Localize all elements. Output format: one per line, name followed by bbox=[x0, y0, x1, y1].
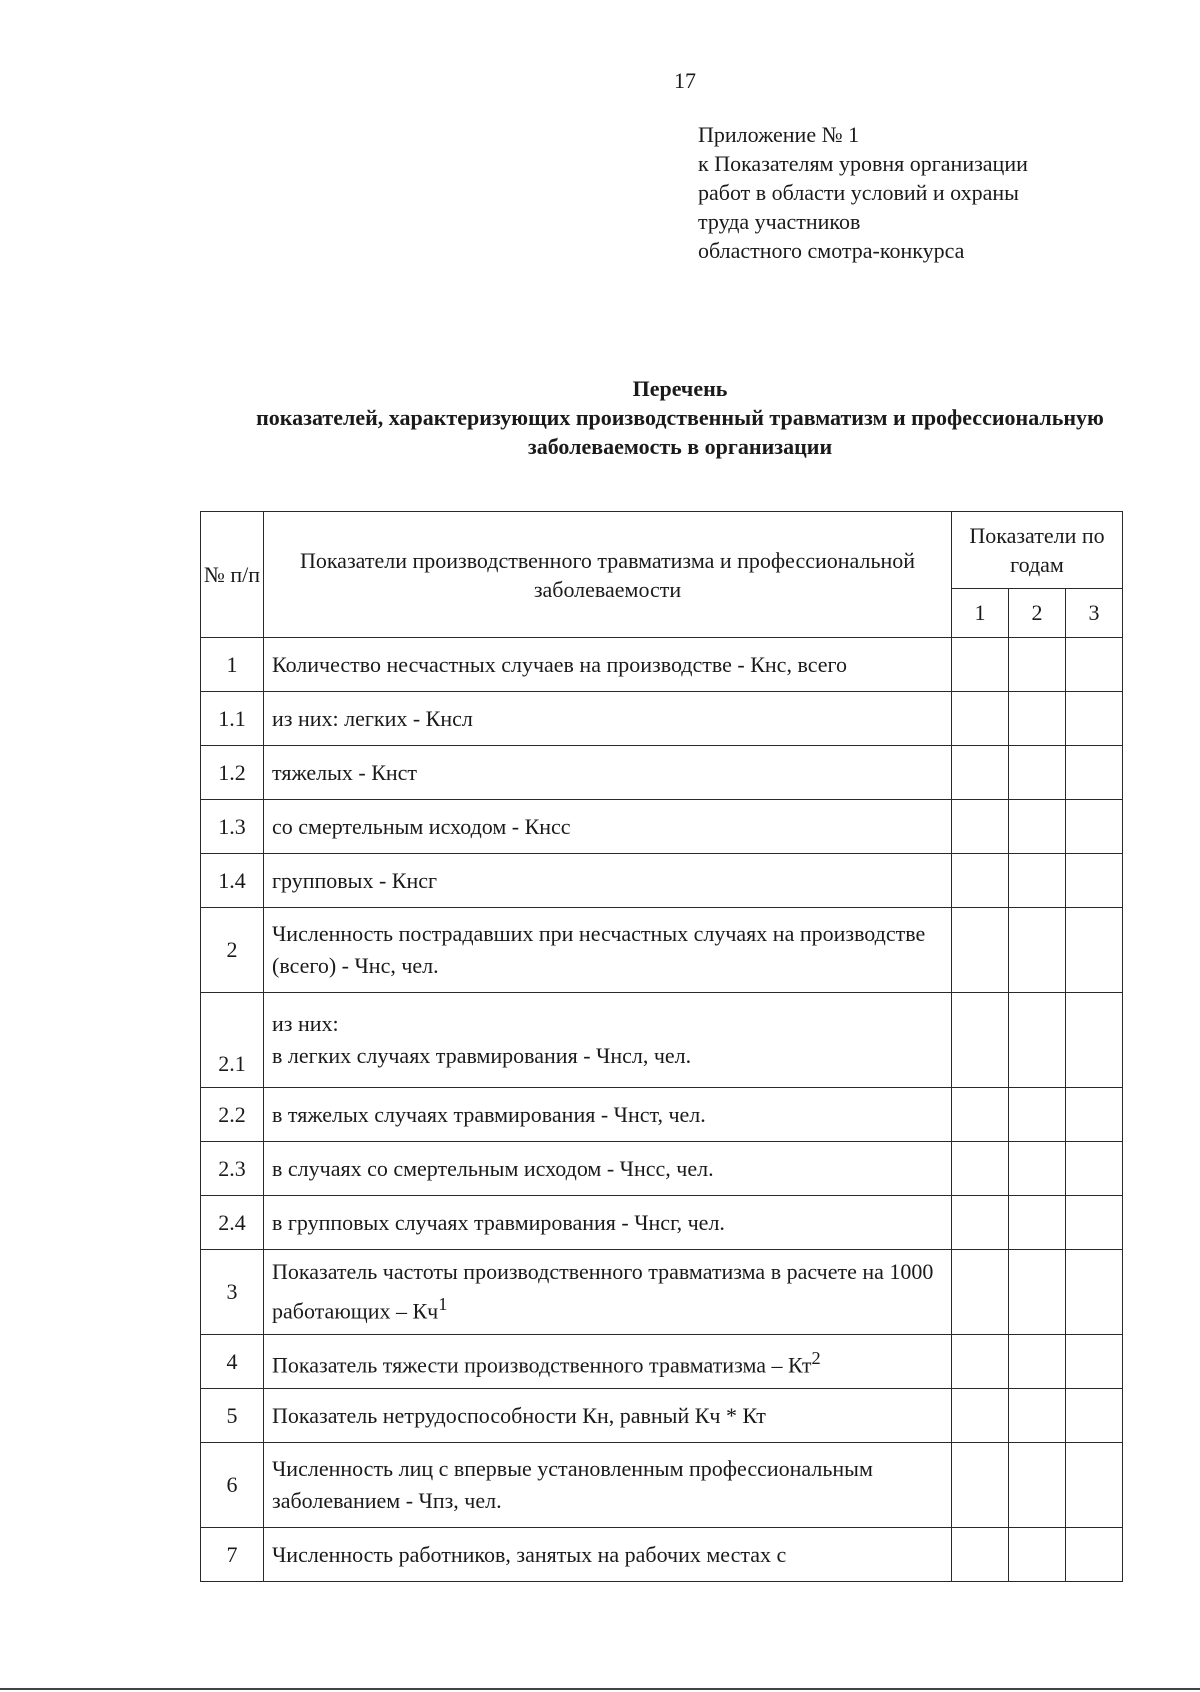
table-header-row bbox=[201, 512, 1123, 589]
value-cell[interactable] bbox=[952, 1088, 1009, 1142]
heading-subtitle-line: заболеваемость в организации bbox=[527, 434, 833, 459]
value-cell[interactable] bbox=[952, 1389, 1009, 1443]
header-year-3: 3 bbox=[1066, 589, 1123, 638]
row-description-line: из них: bbox=[272, 1011, 339, 1036]
value-cell[interactable] bbox=[952, 908, 1009, 993]
row-description: Численность лиц с впервые установленным профессиональным заболеванием - Чпз, чел. bbox=[264, 1443, 952, 1528]
row-description: со смертельным исходом - Кнсс bbox=[264, 800, 952, 854]
value-cell[interactable] bbox=[952, 1443, 1009, 1528]
value-cell[interactable] bbox=[1066, 1528, 1123, 1582]
value-cell[interactable] bbox=[1009, 1528, 1066, 1582]
table-row bbox=[201, 1142, 1123, 1196]
value-cell[interactable] bbox=[1066, 1250, 1123, 1335]
value-cell[interactable] bbox=[1066, 1335, 1123, 1389]
table-row bbox=[201, 800, 1123, 854]
value-cell[interactable] bbox=[1009, 1196, 1066, 1250]
value-cell[interactable] bbox=[952, 1528, 1009, 1582]
value-cell[interactable] bbox=[952, 638, 1009, 692]
row-description: Количество несчастных случаев на производстве - Кнс, всего bbox=[264, 638, 952, 692]
row-description: в групповых случаях травмирования - Чнсг, чел. bbox=[264, 1196, 952, 1250]
table-row bbox=[201, 1088, 1123, 1142]
value-cell[interactable] bbox=[1066, 1142, 1123, 1196]
value-cell[interactable] bbox=[1009, 1088, 1066, 1142]
row-description: Показатель нетрудоспособности Кн, равный Кч * Кт bbox=[264, 1389, 952, 1443]
header-description: Показатели производственного травматизма и профессиональной заболеваемости bbox=[264, 512, 952, 638]
footnote-marker: 2 bbox=[811, 1347, 821, 1368]
header-year-1: 1 bbox=[952, 589, 1009, 638]
row-description: тяжелых - Кнст bbox=[264, 746, 952, 800]
table-row bbox=[201, 1443, 1123, 1528]
value-cell[interactable] bbox=[952, 746, 1009, 800]
heading-title: Перечень bbox=[632, 376, 728, 401]
row-description bbox=[264, 1335, 952, 1389]
appendix-line: Приложение № 1 bbox=[698, 122, 860, 147]
value-cell[interactable] bbox=[1066, 800, 1123, 854]
page-number: 17 bbox=[674, 68, 696, 93]
value-cell[interactable] bbox=[952, 1250, 1009, 1335]
value-cell[interactable] bbox=[952, 1335, 1009, 1389]
table-row bbox=[201, 908, 1123, 993]
value-cell[interactable] bbox=[952, 692, 1009, 746]
value-cell[interactable] bbox=[1009, 908, 1066, 993]
row-description: Численность пострадавших при несчастных случаях на производстве (всего) - Чнс, чел. bbox=[264, 908, 952, 993]
row-number: 2.1 bbox=[201, 993, 264, 1088]
value-cell[interactable] bbox=[1066, 1443, 1123, 1528]
row-number: 5 bbox=[201, 1389, 264, 1443]
row-description: Численность работников, занятых на рабочих местах с bbox=[264, 1528, 952, 1582]
value-cell[interactable] bbox=[1009, 746, 1066, 800]
page-bottom-rule bbox=[0, 1688, 1200, 1690]
table-row bbox=[201, 638, 1123, 692]
header-number: № п/п bbox=[201, 512, 264, 638]
row-number: 1.4 bbox=[201, 854, 264, 908]
value-cell[interactable] bbox=[1009, 1389, 1066, 1443]
value-cell[interactable] bbox=[1009, 1335, 1066, 1389]
value-cell[interactable] bbox=[1009, 638, 1066, 692]
table-row bbox=[201, 993, 1123, 1088]
value-cell[interactable] bbox=[1066, 692, 1123, 746]
row-description-text: Показатель тяжести производственного травматизма – Кт bbox=[272, 1352, 812, 1378]
row-description-text: Показатель частоты производственного травматизма в расчете на 1000 работающих – Кч bbox=[272, 1259, 934, 1324]
heading-subtitle-line: показателей, характеризующих производственный травматизм и профессиональную bbox=[256, 405, 1104, 430]
table-row bbox=[201, 1389, 1123, 1443]
appendix-line: работ в области условий и охраны bbox=[698, 180, 1019, 205]
appendix-line: к Показателям уровня организации bbox=[698, 151, 1028, 176]
appendix-line: областного смотра-конкурса bbox=[698, 238, 965, 263]
table-row bbox=[201, 692, 1123, 746]
value-cell[interactable] bbox=[1066, 1389, 1123, 1443]
row-description bbox=[264, 1250, 952, 1335]
table-row bbox=[201, 854, 1123, 908]
appendix-note bbox=[698, 120, 1028, 265]
row-description: групповых - Кнсг bbox=[264, 854, 952, 908]
row-description: в случаях со смертельным исходом - Чнсс, чел. bbox=[264, 1142, 952, 1196]
row-number: 2.2 bbox=[201, 1088, 264, 1142]
value-cell[interactable] bbox=[1009, 993, 1066, 1088]
row-number: 1.2 bbox=[201, 746, 264, 800]
value-cell[interactable] bbox=[952, 993, 1009, 1088]
document-heading bbox=[150, 374, 1200, 461]
header-year-2: 2 bbox=[1009, 589, 1066, 638]
table-row bbox=[201, 1196, 1123, 1250]
value-cell[interactable] bbox=[1066, 908, 1123, 993]
row-number: 6 bbox=[201, 1443, 264, 1528]
value-cell[interactable] bbox=[952, 1196, 1009, 1250]
value-cell[interactable] bbox=[1009, 1142, 1066, 1196]
value-cell[interactable] bbox=[1066, 746, 1123, 800]
appendix-line: труда участников bbox=[698, 209, 861, 234]
row-number: 1.3 bbox=[201, 800, 264, 854]
table-row bbox=[201, 1335, 1123, 1389]
value-cell[interactable] bbox=[1066, 993, 1123, 1088]
value-cell[interactable] bbox=[1066, 638, 1123, 692]
value-cell[interactable] bbox=[1009, 1250, 1066, 1335]
value-cell[interactable] bbox=[1009, 692, 1066, 746]
row-number: 2.4 bbox=[201, 1196, 264, 1250]
table-row bbox=[201, 1528, 1123, 1582]
row-number: 1 bbox=[201, 638, 264, 692]
row-description: в тяжелых случаях травмирования - Чнст, чел. bbox=[264, 1088, 952, 1142]
row-description: из них: легких - Кнсл bbox=[264, 692, 952, 746]
value-cell[interactable] bbox=[1066, 1088, 1123, 1142]
value-cell[interactable] bbox=[1066, 1196, 1123, 1250]
row-number: 2.3 bbox=[201, 1142, 264, 1196]
row-number: 2 bbox=[201, 908, 264, 993]
value-cell[interactable] bbox=[952, 800, 1009, 854]
row-number: 3 bbox=[201, 1250, 264, 1335]
value-cell[interactable] bbox=[1009, 800, 1066, 854]
value-cell[interactable] bbox=[1009, 1443, 1066, 1528]
table-row bbox=[201, 1250, 1123, 1335]
value-cell[interactable] bbox=[1066, 854, 1123, 908]
footnote-marker: 1 bbox=[438, 1294, 448, 1315]
row-number: 4 bbox=[201, 1335, 264, 1389]
row-description bbox=[264, 993, 952, 1088]
indicators-table bbox=[200, 511, 1123, 1582]
value-cell[interactable] bbox=[952, 854, 1009, 908]
row-number: 7 bbox=[201, 1528, 264, 1582]
row-number: 1.1 bbox=[201, 692, 264, 746]
value-cell[interactable] bbox=[952, 1142, 1009, 1196]
table-row bbox=[201, 746, 1123, 800]
row-description-line: в легких случаях травмирования - Чнсл, чел. bbox=[272, 1043, 692, 1068]
value-cell[interactable] bbox=[1009, 854, 1066, 908]
header-years: Показатели по годам bbox=[952, 512, 1123, 589]
